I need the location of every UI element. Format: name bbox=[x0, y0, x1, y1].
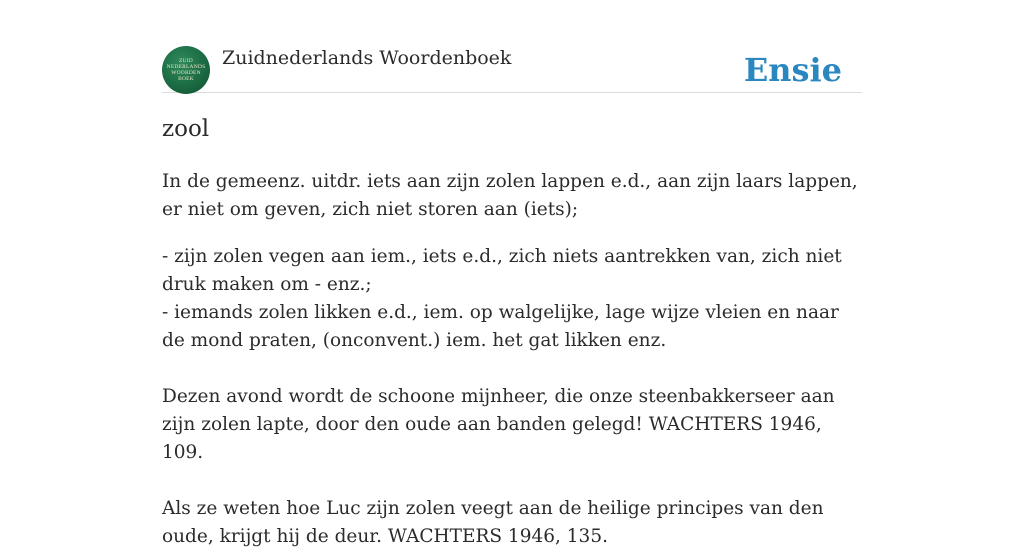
spacer bbox=[162, 355, 862, 383]
logo-line-2: NEDERLANDS bbox=[166, 64, 206, 70]
entry-content bbox=[162, 168, 862, 551]
source-title[interactable]: Zuidnederlands Woordenboek bbox=[222, 47, 512, 69]
site-header bbox=[162, 46, 862, 93]
source-logo[interactable] bbox=[162, 46, 210, 94]
logo-line-4: BOEK bbox=[178, 76, 194, 82]
subentry-paragraph-2: - iemands zolen likken e.d., iem. op walgelijke, lage wijze vleien en naar de mond praten, (onconvent.) iem. het gat likken enz. bbox=[162, 302, 839, 351]
spacer bbox=[162, 467, 862, 495]
logo-line-1: ZUID bbox=[179, 58, 193, 64]
quote-paragraph-1: Dezen avond wordt de schoone mijnheer, die onze steenbakkerseer aan zijn zolen lapte, door den oude aan banden gelegd! WACHTERS 1946, 109. bbox=[162, 386, 835, 463]
quote-paragraph-2: Als ze weten hoe Luc zijn zolen veegt aan de heilige principes van den oude, krijgt hij de deur. WACHTERS 1946, 135. bbox=[162, 498, 824, 547]
logo-line-3: WOORDEN bbox=[171, 70, 201, 76]
entry-title: zool bbox=[162, 116, 210, 142]
subentry-paragraph-1: - zijn zolen vegen aan iem., iets e.d., zich niets aantrekken van, zich niet druk maken om - enz.; bbox=[162, 246, 842, 295]
definition-paragraph: In de gemeenz. uitdr. iets aan zijn zolen lappen e.d., aan zijn laars lappen, er niet om geven, zich niet storen aan (iets); bbox=[162, 171, 858, 220]
ensie-brand-link[interactable]: Ensie bbox=[743, 51, 842, 89]
